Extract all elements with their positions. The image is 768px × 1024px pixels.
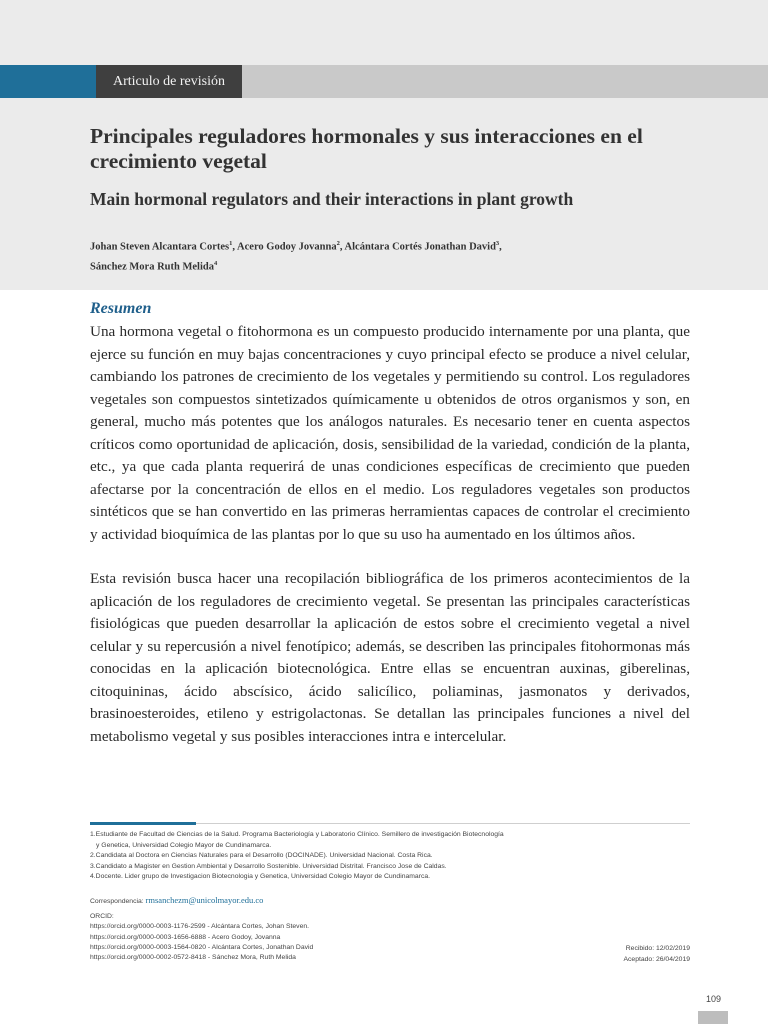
author-affiliation-mark: 4 bbox=[213, 259, 218, 267]
author-name: Sánchez Mora Ruth Melida bbox=[90, 261, 214, 272]
author-affiliation-mark: 1 bbox=[229, 240, 233, 247]
author-name: Alcántara Cortés Jonathan David bbox=[344, 241, 496, 253]
footnote: 3.Candidato a Magister en Gestion Ambiental y Desarrollo Sostenible. Universidad Distrital. Francisco Jose de Caldas. bbox=[90, 862, 447, 870]
section-tag: Articulo de revisión bbox=[96, 65, 242, 98]
footnote: 1.Estudiante de Facultad de Ciencias de la Salud. Programa Bacteriología y Laboratorio Clínico. Semillero de investigación Biotecnología bbox=[90, 831, 504, 838]
page-number: 109 bbox=[706, 994, 722, 1004]
correspondence-email[interactable]: rmsanchezm@unicolmayor.edu.co bbox=[145, 895, 264, 905]
abstract-body bbox=[90, 321, 690, 748]
author-affiliation-mark: 2 bbox=[336, 240, 340, 247]
accepted-date: Aceptado: 26/04/2019 bbox=[623, 956, 690, 963]
footnote: y Genetica, Universidad Colegio Mayor de Cundinamarca. bbox=[96, 841, 272, 849]
abstract-heading: Resumen bbox=[90, 300, 152, 317]
abstract-paragraph: Una hormona vegetal o fitohormona es un compuesto producido internamente por una planta, que ejerce su función en muy bajas concentraciones y cuyo principal efecto se produce a nivel celular, cambiando los patrones de crecimiento de los vegetales y permitiendo su control. Los reguladores vegetales son compuestos sintetizados químicamente u obtenidos de otros organismos y son, en general, mucho más potentes que los análogos naturales. Es necesario tener en cuenta aspectos críticos como oportunidad de aplicación, dosis, sensibilidad de la variedad, condición de la planta, etc., ya que cada planta requerirá de unas condiciones específicas de crecimiento que pueden afectarse por la concentración de ellos en el medio. Los reguladores vegetales son productos sintéticos que se han convertido en las primeras herramientas capaces de controlar el crecimiento y actividad bioquímica de las plantas por lo que su uso ha aumentado en los últimos años. bbox=[90, 323, 690, 543]
footnote: 4.Docente. Lider grupo de Investigacion Biotecnologia y Genetica, Universidad Colegio Mayor de Cundinamarca. bbox=[90, 873, 431, 880]
correspondence bbox=[90, 895, 263, 905]
orcid-entry[interactable]: https://orcid.org/0000-0003-1564-0820 - Alcántara Cortes, Jonathan David bbox=[90, 943, 314, 951]
orcid-entry[interactable]: https://orcid.org/0000-0002-0572-8418 - Sánchez Mora, Ruth Melida bbox=[90, 954, 296, 962]
affiliation-footnotes bbox=[90, 830, 690, 883]
footnote: 2.Candidata al Doctora en Ciencias Naturales para el Desarrollo (DOCINADE). Universidad Nacional. Costa Rica. bbox=[90, 852, 433, 859]
author-name: Acero Godoy Jovanna bbox=[237, 241, 337, 253]
footnote-divider-accent bbox=[90, 822, 196, 825]
author-name: Johan Steven Alcantara Cortes bbox=[90, 241, 230, 253]
orcid-list bbox=[90, 912, 510, 963]
section-tag-accent bbox=[0, 65, 96, 98]
orcid-entry[interactable]: https://orcid.org/0000-0003-1656-6888 - Acero Godoy, Jovanna bbox=[90, 933, 281, 941]
author-list bbox=[90, 236, 690, 275]
article-subtitle: Main hormonal regulators and their interactions in plant growth bbox=[90, 189, 574, 209]
author-separator: , bbox=[232, 241, 238, 253]
abstract-paragraph: Esta revisión busca hacer una recopilación bibliográfica de los primeros acontecimientos de la aplicación de los reguladores de crecimiento vegetal. Se presentan las principales características fisiológicas que pueden desarrollar la aplicación de estos sobre el crecimiento vegetal a nivel celular y su repercusión a nivel fenotípico; además, se describen las principales fitohormonas más conocidas en la aplicación biotecnológica. Entre ellas se encuentran auxinas, giberelinas, citoquininas, ácido abscísico, ácido salicílico, poliaminas, jasmonatos y derivados, brasinoesteroides, etileno y estrigolactonas. Se detallan las principales funciones a nivel del metabolismo vegetal y sus posibles interacciones intra e intercelular. bbox=[90, 570, 690, 745]
orcid-entry[interactable]: https://orcid.org/0000-0003-1176-2599 - Alcántara Cortes, Johan Steven. bbox=[90, 923, 310, 931]
submission-dates bbox=[623, 943, 690, 965]
author-separator: , bbox=[339, 241, 345, 253]
page-tab bbox=[698, 1011, 728, 1024]
article-title: Principales reguladores hormonales y sus interacciones en el crecimiento vegetal bbox=[90, 124, 643, 173]
correspondence-label: Correspondencia: bbox=[90, 898, 146, 905]
received-date: Recibido: 12/02/2019 bbox=[625, 945, 690, 952]
author-affiliation-mark: 3 bbox=[495, 240, 500, 247]
orcid-label: ORCID: bbox=[90, 913, 114, 920]
author-separator: , bbox=[499, 241, 502, 253]
